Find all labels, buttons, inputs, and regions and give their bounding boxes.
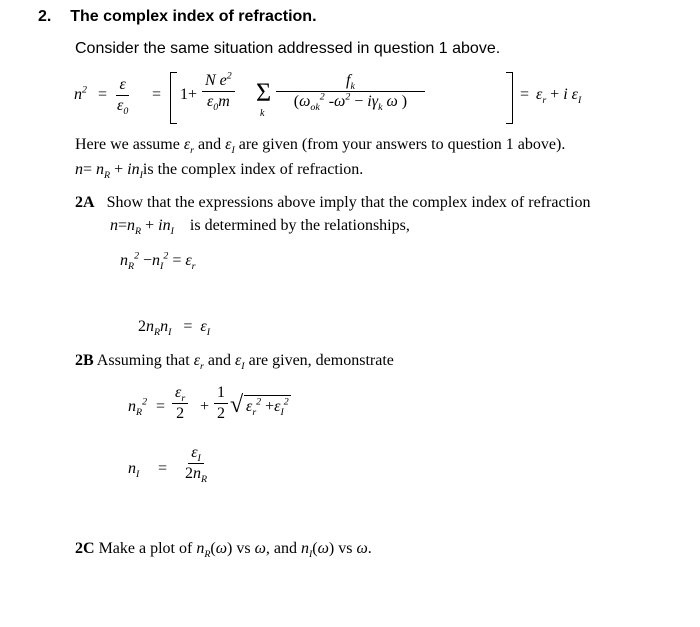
assumption-line: Here we assume $\varepsilon_r$ and $\varepsilon_I$ are given (from your answers to question 1 above). — [75, 136, 566, 157]
eq-2-nr-ni: $2n_Rn_I = \varepsilon_I$ — [138, 318, 211, 339]
main-equation — [74, 70, 614, 130]
right-bracket — [506, 72, 513, 124]
part-2a-line2: $n=n_R + in_I$ is determined by the relationships, — [110, 217, 410, 238]
part-2a-label: 2A — [75, 194, 95, 211]
eq-nr-squared: $n_R^2$ = $\frac{\varepsilon_r}{2}$ + $\frac{1}{2}$ √ $\varepsilon_r^2 +\varepsilon_I^2$ — [128, 384, 289, 422]
eq-sign-1: = — [98, 86, 108, 103]
part-2c-line: 2C Make a plot of $n_R(\omega)$ vs ω, and $n_I(\omega)$ vs ω. — [75, 540, 372, 561]
part-2b-label: 2B — [75, 352, 94, 369]
left-bracket — [170, 72, 177, 124]
index-definition-line: $n= n_R + in_Iis$ the complex index of refraction. — [75, 161, 364, 182]
sum-sign: Σ — [256, 78, 272, 107]
ne2-over-eps0m: $\frac{N e^2}{\varepsilon_0m}$ — [202, 72, 235, 111]
question-heading — [38, 8, 317, 26]
eq-sign-2: = — [152, 86, 162, 103]
eps-r-plus-i-eps-i: $\varepsilon_r + i$ $\varepsilon_I$ — [536, 86, 582, 107]
eps-over-eps0: $\frac{\varepsilon}{\varepsilon_0}$ — [117, 76, 129, 118]
question-title: The complex index of refraction. — [70, 8, 317, 25]
eq-sign-3: = — [520, 86, 530, 103]
eq-ni: $n_I$ = $\frac{\varepsilon_I}{2n_R}$ — [128, 444, 208, 486]
sum-index: k — [260, 108, 265, 119]
sqrt-sign: √ — [230, 392, 244, 418]
question-intro: Consider the same situation addressed in question 1 above. — [75, 40, 501, 57]
question-number: 2. — [38, 8, 52, 25]
oscillator-fraction: $\frac{f_k}{(\omega_{ok}^2 -\omega^2 - i\gamma_k \omega )}$ — [276, 72, 425, 111]
eq-nr2-minus-ni2: $n_R^2 -n_I^2 = \varepsilon_r$ — [120, 250, 196, 273]
part-2b-line: 2B Assuming that $\varepsilon_r$ and $\varepsilon_I$ are given, demonstrate — [75, 352, 394, 373]
one-plus: 1+ — [180, 86, 198, 103]
part-2c-label: 2C — [75, 540, 95, 557]
lhs-n-squared: $n^2$ — [74, 84, 87, 103]
part-2a-line1: 2A Show that the expressions above imply that the complex index of refraction — [75, 194, 591, 211]
